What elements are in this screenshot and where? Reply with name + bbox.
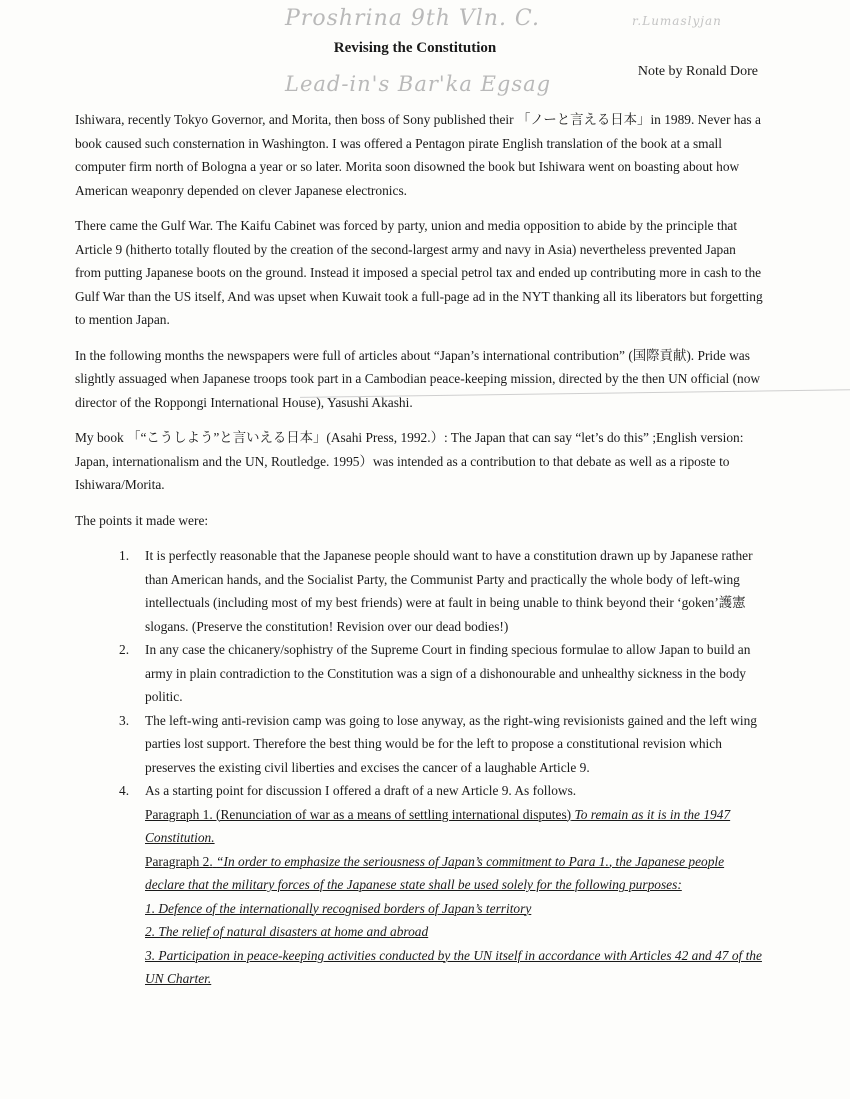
handwritten-note-corner: r.Lumaslyjan [632, 14, 722, 28]
draft-paragraph-1-text: To remain as it is in the 1947 Constitution. [145, 806, 731, 845]
draft-purpose-item: 1. Defence of the internationally recognised borders of Japan’s territory [145, 900, 532, 916]
list-item-text: The left-wing anti-revision camp was going to lose anyway, as the right-wing revisionists gained and the left wing parties lost support. Therefore the best thing would be for the left to propose a constitutional revision which preserves the existing civil liberties and excises the cancer of a laughable Article 9. [145, 712, 757, 775]
draft-paragraph-1 [145, 803, 765, 850]
document-title: Revising the Constitution [333, 40, 497, 56]
list-item [75, 544, 765, 638]
list-item-number: 2. [119, 642, 130, 657]
list-item-number: 3. [119, 712, 130, 728]
draft-article-9 [145, 803, 765, 991]
list-item-text: In any case the chicanery/sophistry of the Supreme Court in finding specious formulae to allow Japan to build an army in plain contradiction to the Constitution was a sign of a dishonourable and unhealthy sickness in the body politic. [145, 642, 751, 704]
draft-paragraph-2 [145, 850, 765, 897]
draft-purpose-item: 2. The relief of natural disasters at home and abroad [145, 924, 429, 939]
list-item-number: 4. [119, 783, 130, 798]
paragraph: My book 「“こうしよう”と言いえる日本」(Asahi Press, 1992.）: The Japan that can say “let’s do this” ;English version: Japan, internationalism and the UN, Routledge. 1995）was intended as a contribution to that debate as well as a riposte to Ishiwara/Morita. [75, 430, 744, 492]
handwritten-note-top: Proshrina 9th Vln. C. [285, 6, 540, 31]
document-body [75, 108, 765, 991]
paragraph: Ishiwara, recently Tokyo Governor, and Morita, then boss of Sony published their 「ノーと言える日本」in 1989. Never has a book caused such consternation in Washington. I was offered a Pentagon pirate English translation of the book at a small computer firm north of Bologna a year or so later. Morita soon disowned the book but Ishiwara went on boasting about how American weaponry depended on clever Japanese electronics. [75, 112, 761, 198]
handwritten-note-under-title: Lead-in's Bar'ka Egsag [285, 72, 552, 96]
list-item [75, 709, 765, 780]
points-list [75, 544, 765, 991]
draft-paragraph-2-label: Paragraph 2. [145, 853, 213, 869]
paragraph: In the following months the newspapers were full of articles about “Japan’s international contribution” (国際貢献). Pride was slightly assuaged when Japanese troops took part in a Cambodian peace-keeping mission, directed by the then UN official (now director of the Roppongi International House), Yasushi Akashi. [75, 347, 761, 410]
paragraph: There came the Gulf War. The Kaifu Cabinet was forced by party, union and media opposition to abide by the principle that Article 9 (hitherto totally flouted by the creation of the second-largest army and navy in Asia) nevertheless prevented Japan from putting Japanese boots on the ground. Instead it imposed a special petrol tax and ended up contributing more in cash to the Gulf War than the US itself, And was upset when Kuwait took a full-page ad in the NYT thanking all its liberators but forgetting to mention Japan. [75, 218, 763, 327]
list-item-number: 1. [119, 548, 130, 563]
draft-paragraph-1-label: Paragraph 1. (Renunciation of war as a means of settling international disputes) [145, 806, 572, 822]
draft-purpose-item: 3. Participation in peace-keeping activities conducted by the UN itself in accordance with Articles 42 and 47 of the UN Charter. [145, 947, 762, 986]
list-item [75, 779, 765, 991]
author-note: Note by Ronald Dore [637, 64, 758, 79]
list-item [75, 638, 765, 709]
list-item-text: As a starting point for discussion I offered a draft of a new Article 9. As follows. [145, 783, 577, 798]
list-item-text: It is perfectly reasonable that the Japanese people should want to have a constitution drawn up by Japanese rather than American hands, and the Socialist Party, the Communist Party and practically the whole body of left-wing intellectuals (including most of my best friends) were at fault in being unable to think beyond their ‘goken’護憲 slogans. (Preserve the constitution! Revision over our dead bodies!) [145, 548, 753, 634]
draft-paragraph-2-text: “In order to emphasize the seriousness of Japan’s commitment to Para 1., the Japanese people declare that the military forces of the Japanese state shall be used solely for the following purposes: [145, 853, 725, 892]
paragraph: The points it made were: [75, 512, 209, 528]
